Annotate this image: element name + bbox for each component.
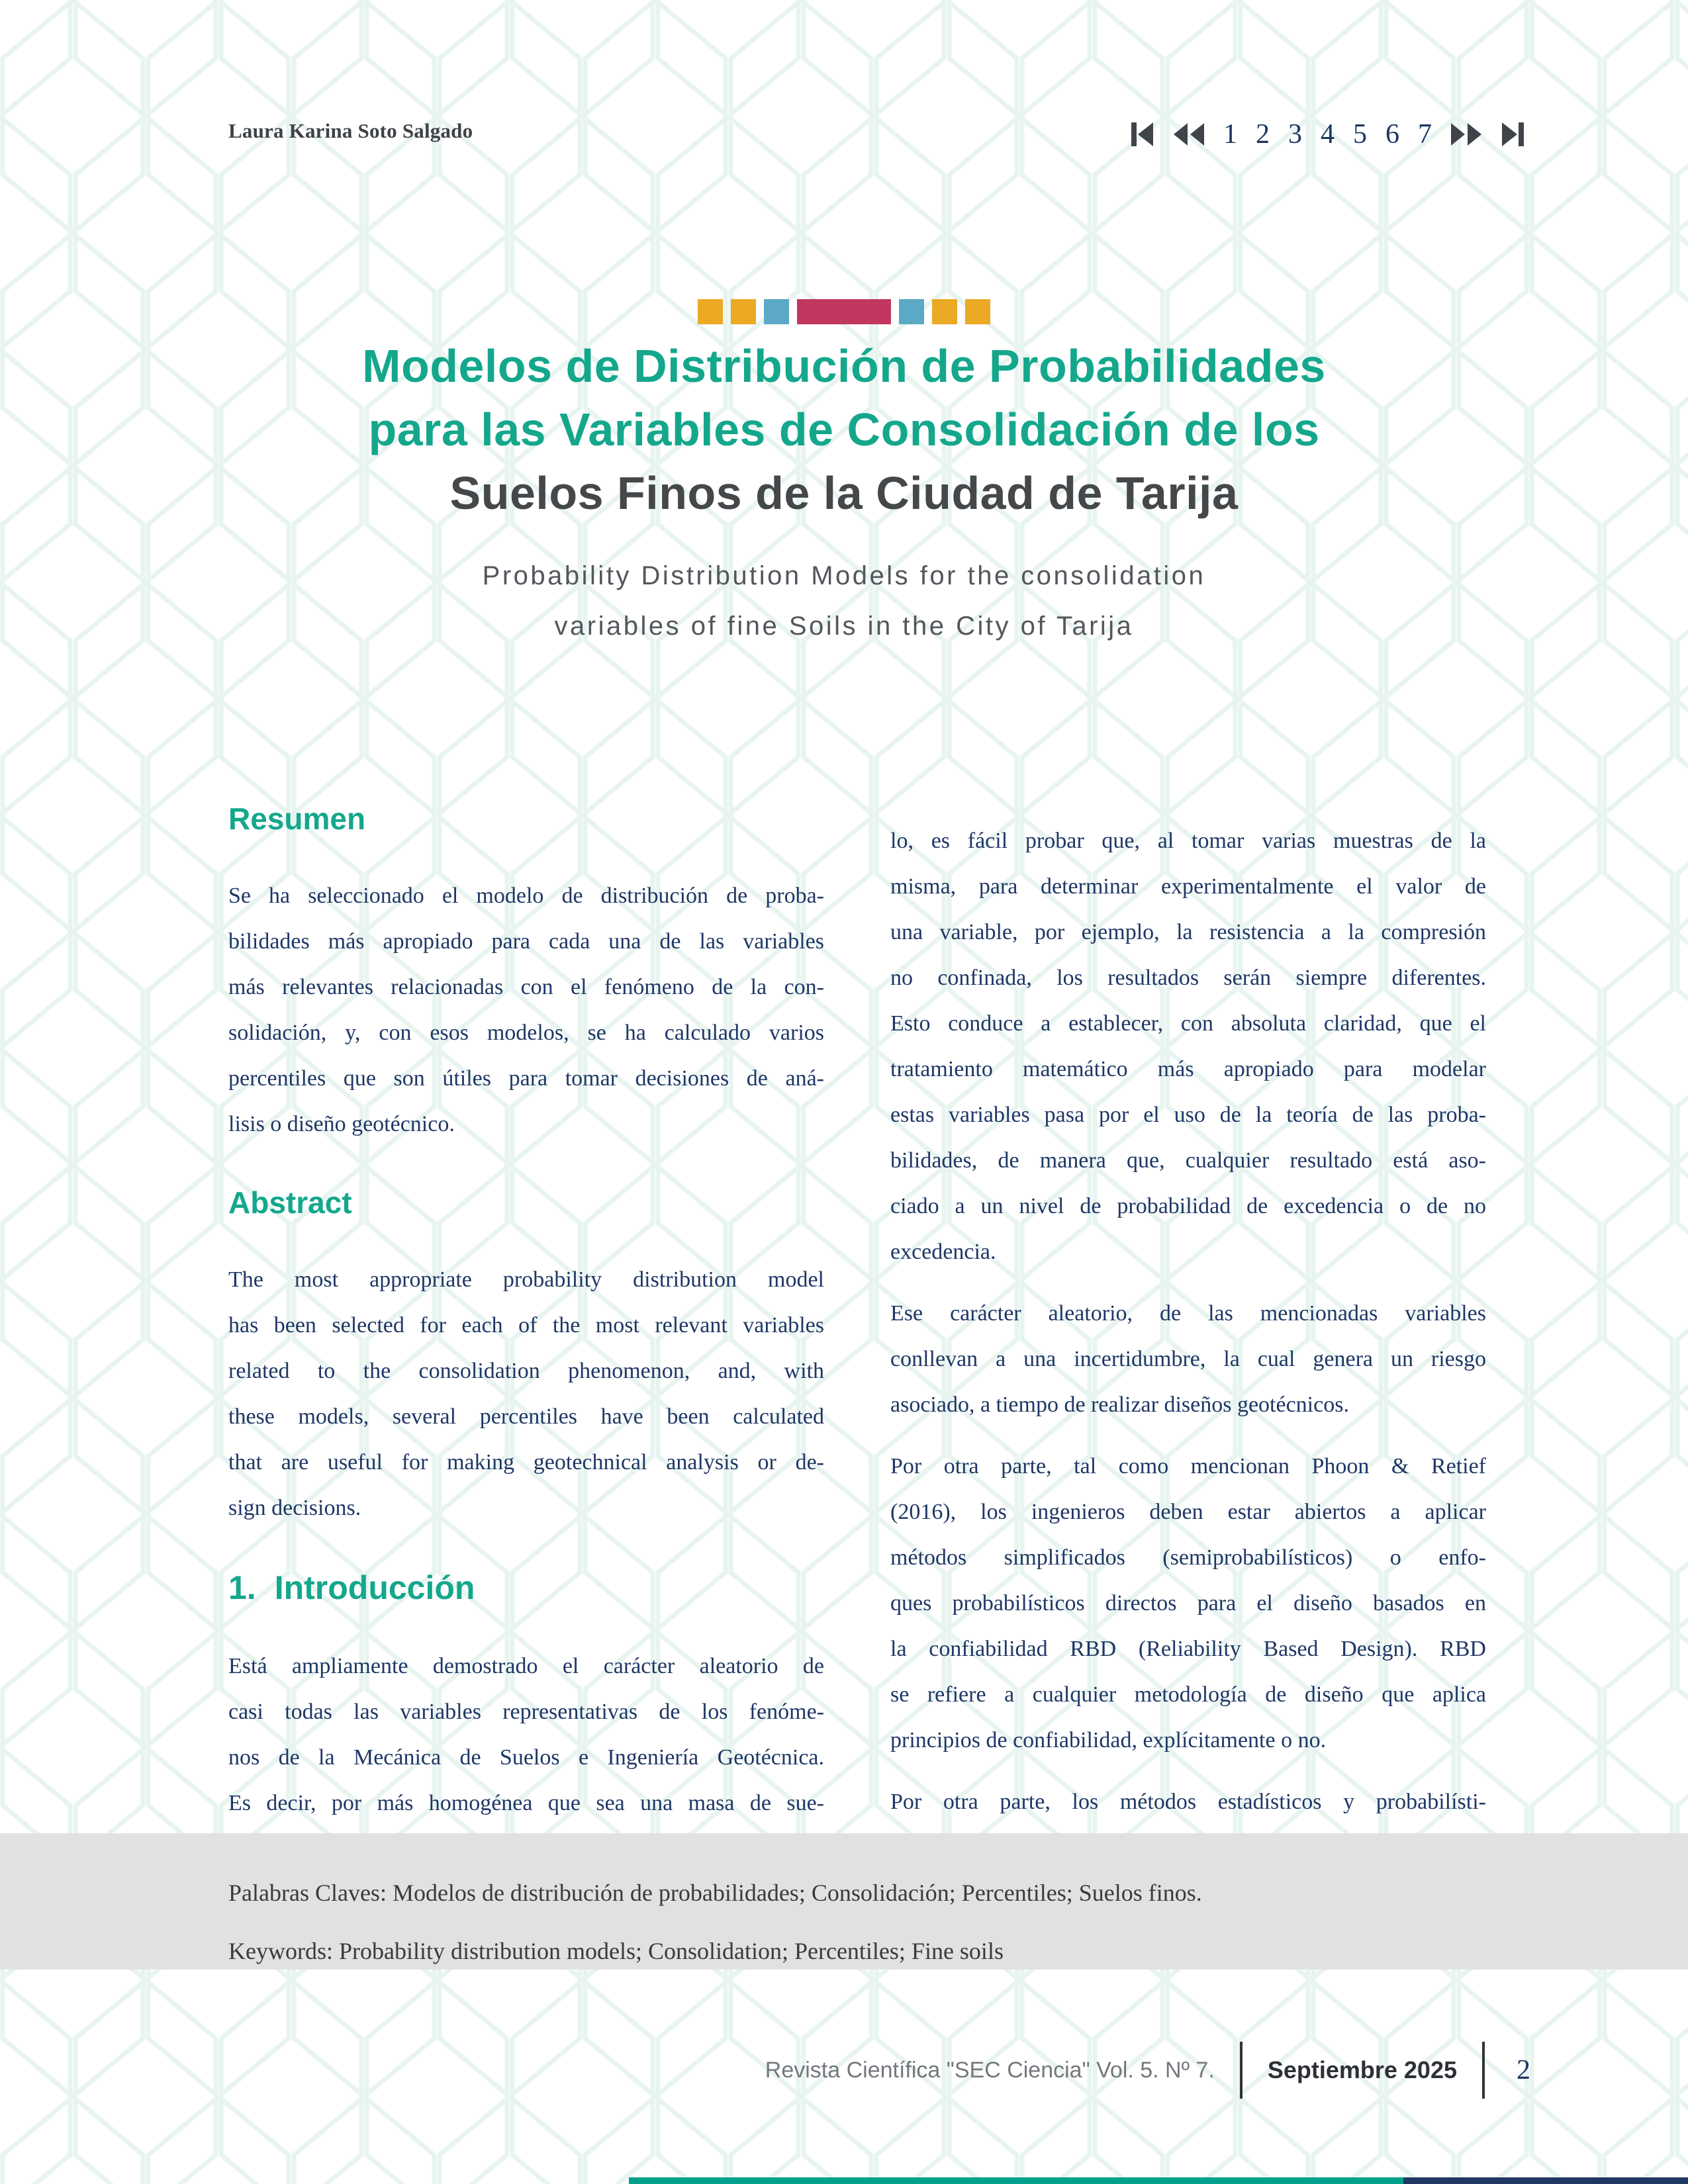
text-line: Ese carácter aleatorio, de las mencionadas variables (890, 1301, 1486, 1326)
accent-square-blue (899, 299, 924, 324)
text-line: la confiabilidad RBD (Reliability Based Design). RBD (890, 1637, 1486, 1661)
journal-name: Revista Científica "SEC Ciencia" Vol. 5. Nº 7. (765, 2057, 1215, 2083)
subtitle-line: variables of fine Soils in the City of Tarija (554, 612, 1134, 641)
author-name: Laura Karina Soto Salgado (228, 119, 473, 142)
page-number-link[interactable]: 2 (1256, 119, 1270, 150)
article-body (228, 799, 1486, 1826)
title-line: para las Variables de Consolidación de los (368, 404, 1320, 455)
text-line: no confinada, los resultados serán siempre diferentes. (890, 966, 1486, 990)
fast-forward-icon[interactable] (1449, 121, 1483, 148)
text-line: nos de la Mecánica de Suelos e Ingeniería Geotécnica. (228, 1745, 824, 1770)
accent-square-yellow (965, 299, 990, 324)
resumen-heading: Resumen (228, 801, 366, 836)
palabras-claves-line: Palabras Claves: Modelos de distribución de probabilidades; Consolidación; Percentiles; Suelos finos. (228, 1880, 1202, 1906)
title-line: Modelos de Distribución de Probabilidades (362, 340, 1326, 392)
text-line: más relevantes relacionadas con el fenómeno de la con- (228, 975, 824, 999)
page-number-link[interactable]: 5 (1353, 119, 1367, 150)
text-line: tratamiento matemático más apropiado para modelar (890, 1057, 1486, 1081)
text-line: excedencia. (890, 1240, 996, 1264)
abstract-paragraph (228, 1257, 824, 1531)
introduction-heading (228, 1567, 824, 1608)
text-line: lo, es fácil probar que, al tomar varias muestras de la (890, 829, 1486, 853)
left-column (228, 799, 824, 1826)
page-number-link[interactable]: 6 (1385, 119, 1399, 150)
page-number-link[interactable]: 1 (1223, 119, 1237, 150)
page-footer (765, 2042, 1530, 2099)
body-paragraph (890, 1779, 1486, 1825)
resumen-paragraph (228, 873, 824, 1147)
text-line: Es decir, por más homogénea que sea una masa de sue- (228, 1791, 824, 1815)
text-line: ques probabilísticos directos para el diseño basados en (890, 1591, 1486, 1615)
text-line: ciado a un nivel de probabilidad de excedencia o de no (890, 1194, 1486, 1218)
text-line: misma, para determinar experimentalmente el valor de (890, 874, 1486, 899)
pagination[interactable] (1129, 120, 1526, 148)
subtitle-line: Probability Distribution Models for the consolidation (482, 561, 1206, 590)
keywords-line: Keywords: Probability distribution models; Consolidation; Percentiles; Fine soils (228, 1938, 1004, 1964)
text-line: bilidades más apropiado para cada una de las variables (228, 929, 824, 954)
accent-square-yellow (731, 299, 756, 324)
title-line: Suelos Finos de la Ciudad de Tarija (449, 467, 1239, 519)
text-line: these models, several percentiles have been calculated (228, 1404, 824, 1429)
text-line: (2016), los ingenieros deben estar abiertos a aplicar (890, 1500, 1486, 1524)
accent-square-yellow (932, 299, 957, 324)
title-accent-squares (698, 299, 990, 324)
text-line: lisis o diseño geotécnico. (228, 1112, 455, 1136)
text-line: sign decisions. (228, 1496, 361, 1520)
bottom-accent-bar-navy (1403, 2177, 1688, 2184)
abstract-heading: Abstract (228, 1185, 352, 1220)
text-line: conllevan a una incertidumbre, la cual genera un riesgo (890, 1347, 1486, 1371)
text-line: percentiles que son útiles para tomar decisiones de aná- (228, 1066, 824, 1091)
text-line: related to the consolidation phenomenon, and, with (228, 1359, 824, 1383)
body-paragraph (890, 818, 1486, 1275)
text-line: solidación, y, con esos modelos, se ha calculado varios (228, 1021, 824, 1045)
text-line: Por otra parte, tal como mencionan Phoon & Retief (890, 1454, 1486, 1479)
right-column (890, 799, 1486, 1826)
last-page-icon[interactable] (1499, 121, 1526, 148)
text-line: bilidades, de manera que, cualquier resultado está aso- (890, 1148, 1486, 1173)
footer-divider (1482, 2042, 1485, 2099)
page-number-link[interactable]: 4 (1321, 119, 1335, 150)
text-line: métodos simplificados (semiprobabilísticos) o enfo- (890, 1545, 1486, 1570)
issue-date: Septiembre 2025 (1267, 2056, 1457, 2083)
text-line: that are useful for making geotechnical analysis or de- (228, 1450, 824, 1475)
text-line: has been selected for each of the most relevant variables (228, 1313, 824, 1338)
keywords-band (0, 1833, 1688, 1970)
first-page-icon[interactable] (1129, 121, 1156, 148)
page-number-link[interactable]: 3 (1288, 119, 1302, 150)
text-line: Se ha seleccionado el modelo de distribución de proba- (228, 884, 824, 908)
accent-square-blue (764, 299, 789, 324)
text-line: Por otra parte, los métodos estadísticos y probabilísti- (890, 1790, 1486, 1814)
text-line: estas variables pasa por el uso de la teoría de las proba- (890, 1103, 1486, 1127)
introduction-paragraph (228, 1643, 824, 1826)
body-paragraph (890, 1443, 1486, 1763)
page-number-link[interactable]: 7 (1418, 119, 1432, 150)
section-title: Introducción (274, 1569, 475, 1606)
text-line: The most appropriate probability distribution model (228, 1267, 824, 1292)
rewind-icon[interactable] (1172, 121, 1206, 148)
article-title-es (0, 334, 1688, 525)
footer-divider (1240, 2042, 1243, 2099)
text-line: una variable, por ejemplo, la resistencia a la compresión (890, 920, 1486, 944)
text-line: se refiere a cualquier metodología de diseño que aplica (890, 1682, 1486, 1707)
text-line: casi todas las variables representativas de los fenóme- (228, 1700, 824, 1724)
bottom-accent-bar-teal (629, 2177, 1403, 2184)
text-line: Esto conduce a establecer, con absoluta claridad, que el (890, 1011, 1486, 1036)
article-title-en (0, 551, 1688, 651)
text-line: principios de confiabilidad, explícitamente o no. (890, 1728, 1327, 1752)
text-line: Está ampliamente demostrado el carácter aleatorio de (228, 1654, 824, 1678)
body-paragraph (890, 1291, 1486, 1428)
accent-square-yellow (698, 299, 723, 324)
accent-bar-pink (797, 299, 891, 324)
section-number: 1. (228, 1569, 256, 1606)
page-number: 2 (1517, 2055, 1530, 2085)
text-line: asociado, a tiempo de realizar diseños geotécnicos. (890, 1392, 1349, 1417)
